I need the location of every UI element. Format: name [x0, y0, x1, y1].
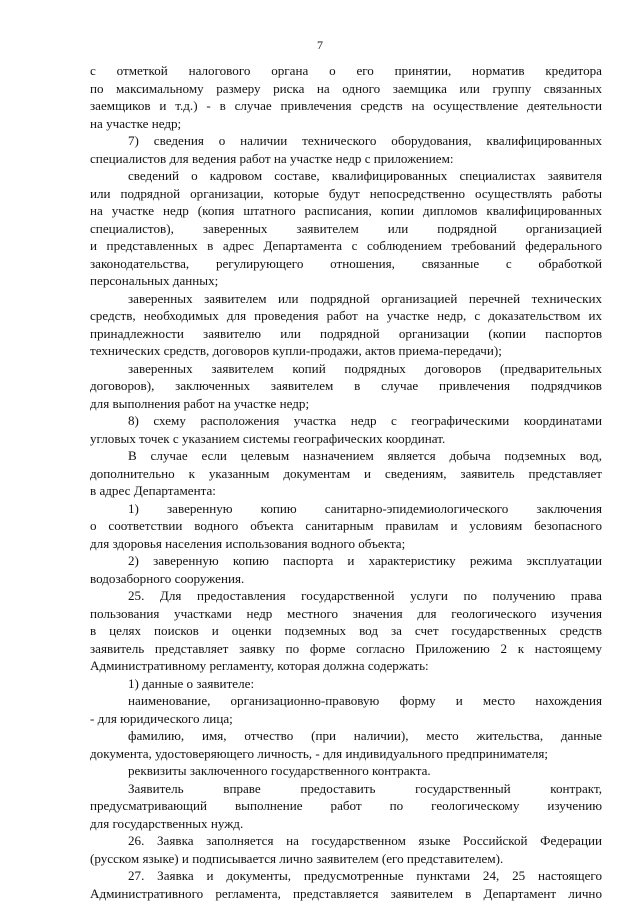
- text-line: технических средств, договоров купли-продажи, актов приема-передачи);: [90, 343, 502, 358]
- text-line: 2) заверенную копию паспорта и характеристику режима эксплуатации: [128, 553, 602, 568]
- text-line: о соответствии водного объекта санитарным правилам и условиям безопасного: [90, 518, 602, 533]
- text-line: 25. Для предоставления государственной услуги по получению права: [128, 588, 602, 603]
- text-line: принадлежности заявителю или подрядной организации (копии паспортов: [90, 325, 602, 341]
- text-line: 8) схему расположения участка недр с географическими координатами: [128, 413, 602, 428]
- text-line: фамилию, имя, отчество (при наличии), место жительства, данные: [128, 728, 602, 743]
- text-line: реквизиты заключенного государственного контракта.: [128, 763, 431, 778]
- text-line: Заявитель вправе предоставить государственный контракт,: [128, 780, 602, 796]
- text-line: 7) сведения о наличии технического оборудования, квалифицированных: [128, 133, 602, 148]
- text-line: персональных данных;: [90, 273, 219, 288]
- text-line: 1) данные о заявителе:: [128, 675, 255, 691]
- text-line: и представленных в адрес Департамента с соблюдением требований федерального: [90, 238, 602, 253]
- text-line: по максимальному размеру риска на одного заемщика или группу связанных: [90, 80, 602, 96]
- text-line: специалистов для ведения работ на участке недр с приложением:: [90, 150, 454, 166]
- text-line: предусматривающий выполнение работ по геологическому изучению: [90, 798, 602, 813]
- page-number: 7: [317, 38, 323, 52]
- text-line: с отметкой налогового органа о его принятии, норматив кредитора: [90, 63, 602, 78]
- text-line: В случае если целевым назначением является добыча подземных вод,: [128, 448, 602, 463]
- text-line: 26. Заявка заполняется на государственном языке Российской Федерации: [128, 833, 602, 848]
- text-line: дополнительно к указанным документам и сведениям, заявитель представляет: [90, 465, 602, 481]
- text-line: 27. Заявка и документы, предусмотренные пунктами 24, 25 настоящего: [128, 868, 602, 883]
- text-line: на участке недр;: [90, 115, 182, 131]
- text-line: заверенных заявителем или подрядной организацией перечней технических: [128, 290, 602, 306]
- text-line: - для юридического лица;: [90, 710, 233, 726]
- text-line: 1) заверенную копию санитарно-эпидемиологического заключения: [128, 500, 602, 516]
- text-line: водозаборного сооружения.: [90, 570, 245, 586]
- text-line: заявитель представляет заявку по форме согласно Приложению 2 к настоящему: [90, 640, 602, 656]
- text-line: сведений о кадровом составе, квалифицированных специалистах заявителя: [128, 168, 602, 183]
- text-line: угловых точек с указанием системы географических координат.: [90, 430, 446, 446]
- text-line: специалистов), заверенных заявителем или подрядной организацией: [90, 220, 602, 236]
- text-line: Административному регламенту, которая должна содержать:: [90, 658, 429, 673]
- text-line: Административного регламента, представляется заявителем в Департамент лично: [90, 885, 602, 901]
- text-line: на участке недр (копия штатного расписания, копии дипломов квалифицированных: [90, 203, 602, 218]
- text-line: заемщиков и т.д.) - в случае привлечения средств на осуществление деятельности: [90, 98, 602, 113]
- text-line: или подрядной организации, которые будут непосредственно осуществлять работы: [90, 185, 602, 201]
- text-line: для здоровья населения использования водного объекта;: [90, 535, 406, 551]
- text-line: для государственных нужд.: [90, 815, 244, 831]
- text-line: для выполнения работ на участке недр;: [90, 395, 310, 411]
- text-line: заверенных заявителем копий подрядных договоров (предварительных: [128, 360, 602, 376]
- text-line: документа, удостоверяющего личность, - для индивидуального предпринимателя;: [90, 745, 549, 761]
- text-line: в целях поисков и оценки подземных вод за счет государственных средств: [90, 623, 602, 638]
- document-body: [90, 62, 602, 902]
- text-line: в адрес Департамента:: [90, 483, 216, 498]
- text-line: (русском языке) и подписывается лично заявителем (его представителем).: [90, 850, 504, 866]
- text-line: законодательства, регулирующего отношения, связанные с обработкой: [90, 255, 602, 271]
- text-line: средств, необходимых для проведения работ на участке недр, с доказательством их: [90, 308, 602, 323]
- text-line: наименование, организационно-правовую форму и место нахождения: [128, 693, 602, 708]
- text-line: пользования участками недр местного значения для геологического изучения: [90, 605, 602, 621]
- text-line: договоров), заключенных заявителем в случае привлечения подрядчиков: [90, 378, 602, 393]
